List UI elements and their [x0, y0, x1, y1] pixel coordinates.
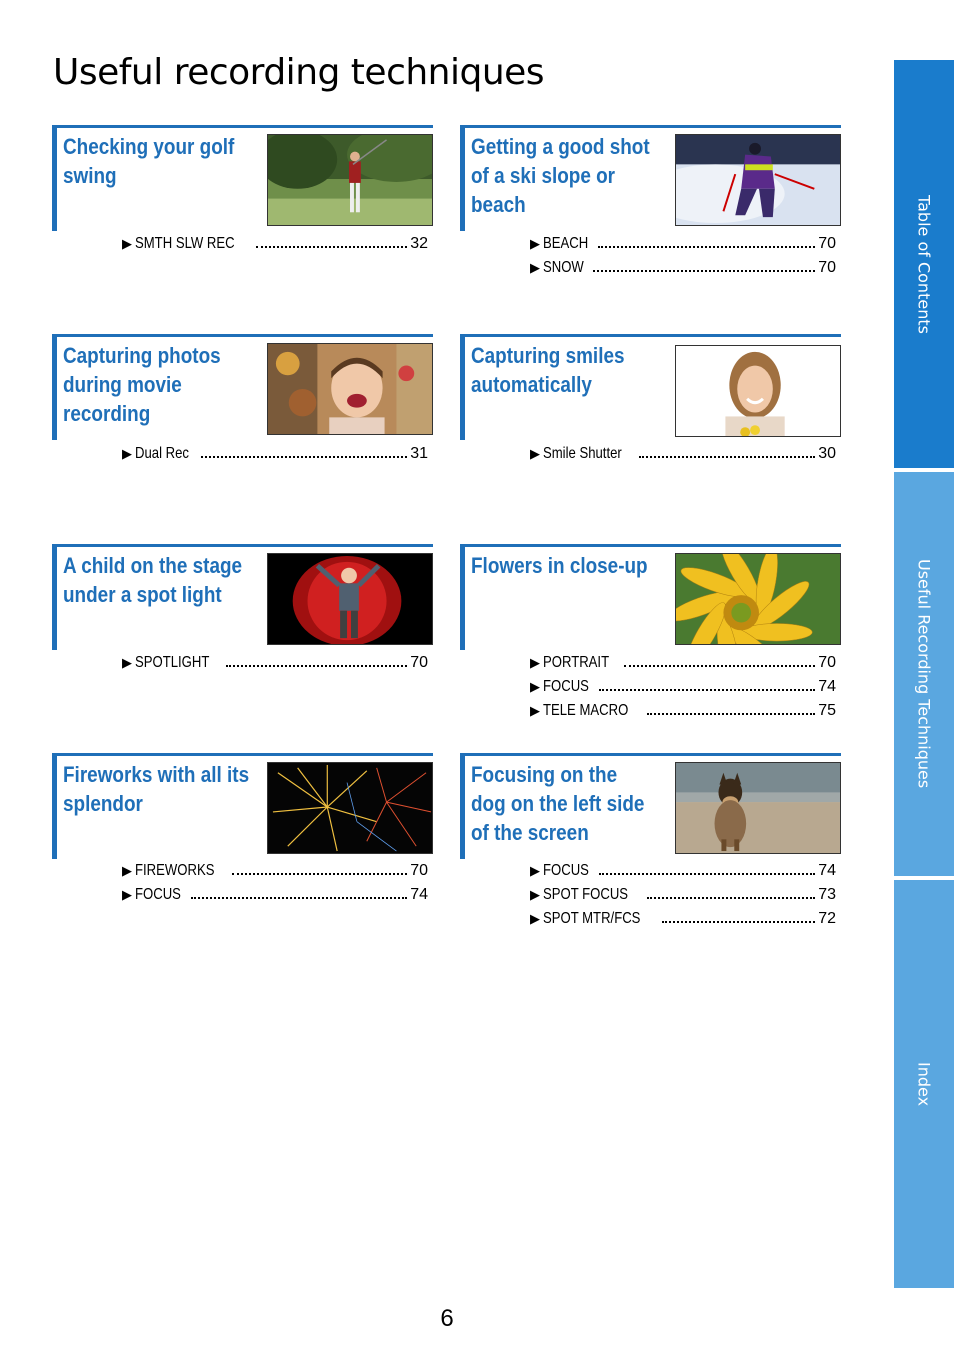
refs-ski	[530, 235, 836, 283]
card-title: Focusing on the dog on the left side of the screen	[471, 762, 645, 845]
ref-link[interactable]: ▶ BEACH 70	[530, 235, 836, 252]
dog-image	[675, 762, 841, 854]
refs-spotlight	[122, 654, 428, 678]
card-title: Getting a good shot of a ski slope or beach	[471, 134, 650, 217]
ref-link[interactable]: ▶ FOCUS 74	[530, 678, 836, 695]
refs-dual-rec	[122, 445, 428, 469]
ski-image	[675, 134, 841, 226]
tab-label: Index	[914, 1061, 934, 1107]
ref-link[interactable]: ▶ FOCUS 74	[122, 886, 428, 903]
ref-link[interactable]: ▶ FOCUS 74	[530, 862, 836, 879]
ref-link[interactable]: ▶ PORTRAIT 70	[530, 654, 836, 671]
tab-table-of-contents[interactable]	[894, 60, 954, 468]
ref-link[interactable]: ▶ Dual Rec 31	[122, 445, 428, 462]
refs-fireworks	[122, 862, 428, 910]
technique-card-dog[interactable]	[460, 753, 841, 859]
fireworks-image	[267, 762, 433, 854]
card-title: Fireworks with all its splendor	[63, 762, 250, 816]
technique-card-fireworks[interactable]	[52, 753, 433, 859]
technique-card-flowers[interactable]	[460, 544, 841, 650]
smiling-woman-image	[675, 345, 841, 437]
ref-link[interactable]: ▶ SPOTLIGHT 70	[122, 654, 428, 671]
technique-card-smile[interactable]	[460, 334, 841, 440]
flower-image	[675, 553, 841, 645]
technique-card-golf[interactable]	[52, 125, 433, 231]
ref-link[interactable]: ▶ FIREWORKS 70	[122, 862, 428, 879]
spotlight-child-image	[267, 553, 433, 645]
technique-card-dual-rec[interactable]	[52, 334, 433, 440]
ref-link[interactable]: ▶ SMTH SLW REC 32	[122, 235, 428, 252]
card-title: Capturing smiles automatically	[471, 343, 625, 397]
golf-image	[267, 134, 433, 226]
refs-flowers	[530, 654, 836, 726]
page-number: 6	[440, 1305, 454, 1332]
ref-link[interactable]: ▶ SPOT MTR/FCS 72	[530, 910, 836, 927]
ref-link[interactable]: ▶ SPOT FOCUS 73	[530, 886, 836, 903]
tab-label: Table of Contents	[914, 194, 934, 334]
tab-index[interactable]	[894, 880, 954, 1288]
refs-dog	[530, 862, 836, 934]
technique-card-spotlight[interactable]	[52, 544, 433, 650]
page-title: Useful recording techniques	[53, 52, 545, 93]
refs-smile	[530, 445, 836, 469]
card-title: Flowers in close-up	[471, 553, 648, 578]
card-title: A child on the stage under a spot light	[63, 553, 243, 607]
ref-link[interactable]: ▶ Smile Shutter 30	[530, 445, 836, 462]
child-toys-image	[267, 343, 433, 435]
tab-useful-recording-techniques[interactable]	[894, 472, 954, 876]
card-title: Capturing photos during movie recording	[63, 343, 221, 426]
technique-card-ski[interactable]	[460, 125, 841, 231]
ref-link[interactable]: ▶ TELE MACRO 75	[530, 702, 836, 719]
card-title: Checking your golf swing	[63, 134, 235, 188]
ref-link[interactable]: ▶ SNOW 70	[530, 259, 836, 276]
tab-label: Useful Recording Techniques	[914, 559, 934, 789]
refs-golf	[122, 235, 428, 259]
